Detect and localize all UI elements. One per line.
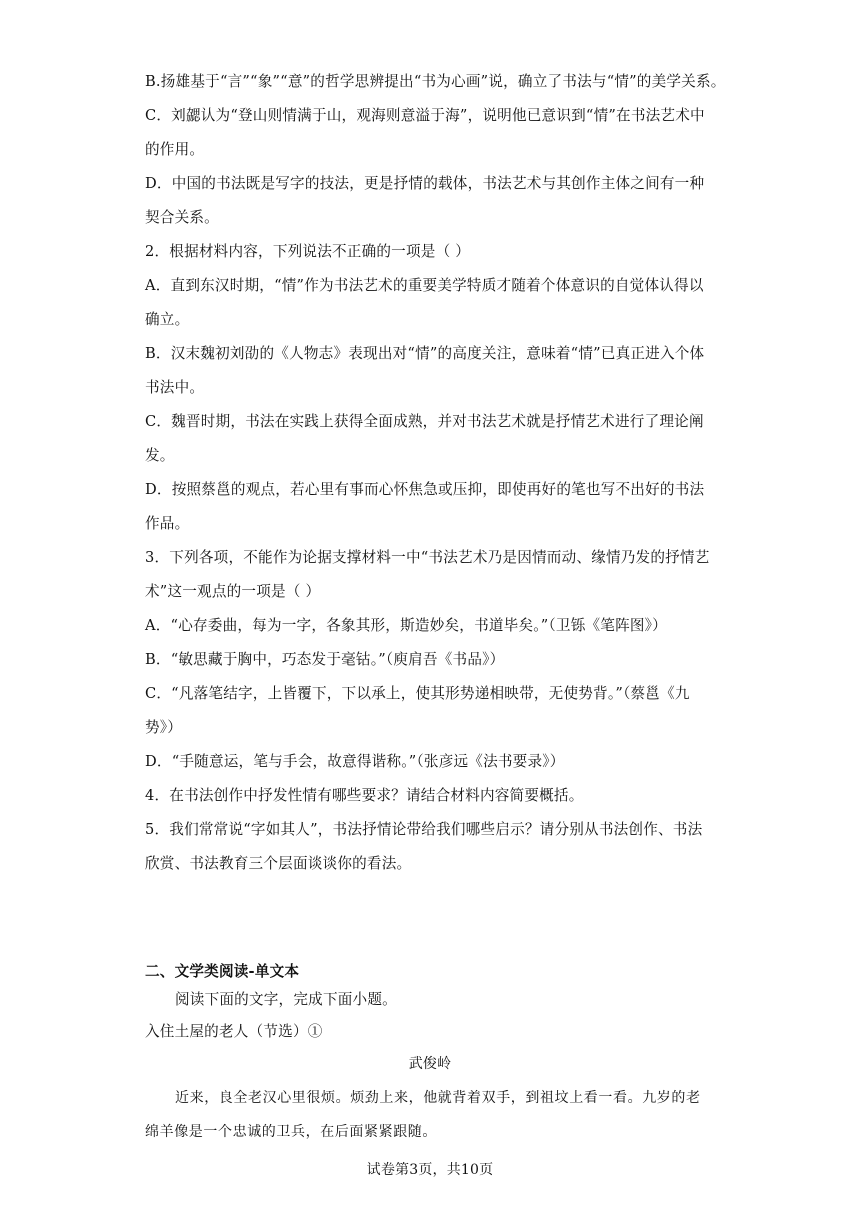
option-1c-line2: 的作用。: [145, 141, 205, 158]
story-paragraph-line1: 近来，良全老汉心里很烦。烦劲上来，他就背着双手，到祖坟上看一看。九岁的老: [175, 1090, 701, 1106]
option-2a-line2: 确立。: [145, 311, 190, 328]
option-2c-line1: C．魏晋时期，书法在实践上获得全面成熟，并对书法艺术就是抒情艺术进行了理论阐: [145, 413, 704, 430]
option-1c-line1: C．刘勰认为“登山则情满于山，观海则意溢于海”，说明他已意识到“情”在书法艺术中: [145, 107, 705, 124]
option-1d-line2: 契合关系。: [145, 209, 219, 226]
option-3c-line2: 势》）: [145, 719, 183, 736]
option-2c-line2: 发。: [145, 447, 175, 464]
question-4: 4．在书法创作中抒发性情有哪些要求？请结合材料内容简要概括。: [145, 787, 584, 804]
option-2a-line1: A．直到东汉时期，“情”作为书法艺术的重要美学特质才随着个体意识的自觉体认得以: [145, 277, 704, 294]
reading-instruction: 阅读下面的文字，完成下面小题。: [175, 991, 397, 1008]
option-3b: B．“敏思藏于胸中，巧态发于毫钴。”（庾肩吾《书品》）: [145, 651, 505, 668]
question-2: 2．根据材料内容，下列说法不正确的一项是（ ）: [145, 243, 470, 260]
option-1d-line1: D．中国的书法既是写字的技法，更是抒情的载体，书法艺术与其创作主体之间有一种: [145, 175, 705, 192]
option-2b-line2: 书法中。: [145, 379, 205, 396]
option-2d-line2: 作品。: [145, 515, 190, 532]
story-author: 武俊岭: [408, 1056, 452, 1072]
page-footer: 试卷第3页，共10页: [366, 1162, 494, 1178]
question-3-line1: 3．下列各项，不能作为论据支撑材料一中“书法艺术乃是因情而动、缘情乃发的抒情艺: [145, 549, 710, 566]
option-1b: B.扬雄基于“言”“象”“意”的哲学思辨提出“书为心画”说，确立了书法与“情”的美学关系。: [145, 73, 726, 90]
question-3-line2: 术”这一观点的一项是（ ）: [145, 583, 321, 600]
question-5-line1: 5．我们常常说“字如其人”，书法抒情论带给我们哪些启示？请分别从书法创作、书法: [145, 821, 703, 838]
section-heading: 二、文学类阅读-单文本: [145, 963, 300, 980]
option-3a: A．“心存委曲，每为一字，各象其形，斯造妙矣，书道毕矣。”（卫铄《笔阵图》）: [145, 617, 667, 634]
story-paragraph-line2: 绵羊像是一个忠诚的卫兵，在后面紧紧跟随。: [145, 1124, 437, 1140]
option-2b-line1: B．汉末魏初刘劭的《人物志》表现出对“情”的高度关注，意味着“情”已真正进入个体: [145, 345, 705, 362]
question-5-line2: 欣赏、书法教育三个层面谈谈你的看法。: [145, 855, 412, 872]
option-3c-line1: C．“凡落笔结字，上皆覆下，下以承上，使其形势递相映带，无使势背。”（蔡邕《九: [145, 685, 690, 702]
story-title: 入住土屋的老人（节选）①: [145, 1023, 323, 1040]
option-2d-line1: D．按照蔡邕的观点，若心里有事而心怀焦急或压抑，即使再好的笔也写不出好的书法: [145, 481, 705, 498]
option-3d: D．“手随意运，笔与手会，故意得谐称。”（张彦远《法书要录》）: [145, 753, 565, 770]
